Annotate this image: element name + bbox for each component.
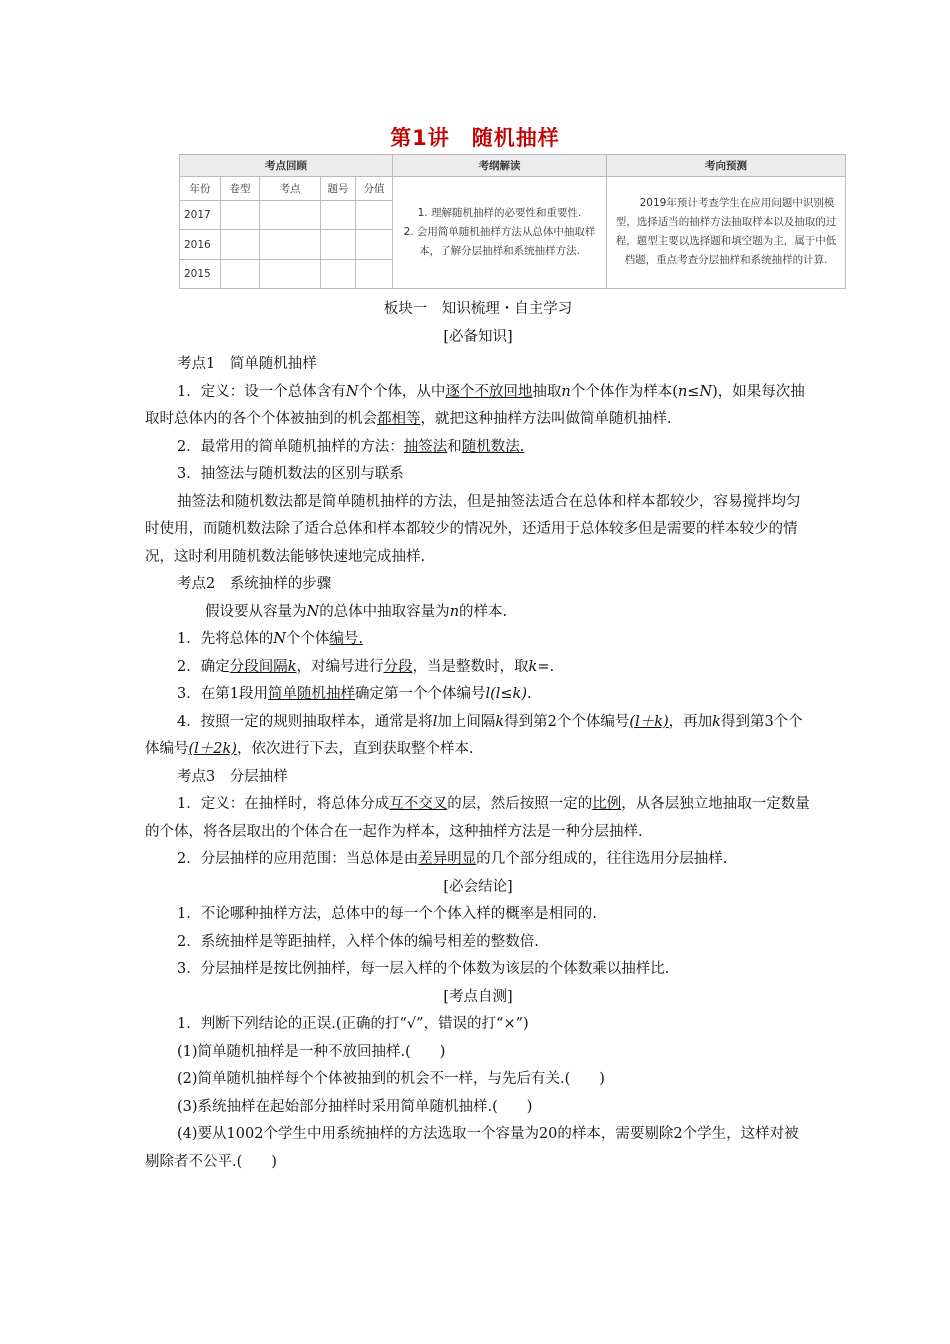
kp2-step3: 3．在第1段用简单随机抽样确定第一个个体编号l(l≤k).: [177, 686, 532, 702]
conclusion-item: 2．系统抽样是等距抽样，入样个体的编号相差的整数倍.: [177, 933, 539, 950]
outline-text: 1. 理解随机抽样的必要性和重要性. 2. 会用简单随机抽样方法从总体中抽取样本，了解分层抽样和系统抽样方法.: [393, 176, 607, 288]
kp1-explanation: 抽签法和随机数法都是简单随机抽样的方法，但是抽签法适合在总体和样本都较少，容易搅拌均匀时使用，而随机数法除了适合总体和样本都较少的情况外，还适用于总体较多但是需要的样本较少的情况，这时利用随机数法能够快速地完成抽样.: [145, 493, 801, 565]
overview-table: [179, 154, 846, 289]
conclusion-item: 1．不论哪种抽样方法，总体中的每一个个体入样的概率是相同的.: [177, 906, 597, 922]
kp3-definition: 1．定义：在抽样时，将总体分成互不交叉的层，然后按照一定的比例，从各层独立地抽取一定数量的个体，将各层取出的个体合在一起作为样本，这种抽样方法是一种分层抽样.: [145, 796, 810, 840]
subheading-conclusions: [必会结论]: [443, 878, 513, 895]
sub-header-paper: 卷型: [221, 176, 260, 200]
question-item: (1)简单随机抽样是一种不放回抽样.( ): [177, 1043, 446, 1060]
subheading-selftest: [考点自测]: [443, 988, 513, 1005]
kp2-step2: 2．确定分段间隔k，对编号进行分段，当是整数时，取k=.: [177, 658, 555, 675]
sub-header-year: 年份: [180, 176, 221, 200]
sub-header-point: 考点: [260, 176, 321, 200]
content: [145, 296, 811, 1176]
kp1-difference: 3．抽签法与随机数法的区别与联系: [177, 466, 404, 482]
header-review: 考点回顾: [180, 155, 393, 177]
forecast-text: 2019年预计考查学生在应用问题中识别模型，选择适当的抽样方法抽取样本以及抽取的过程，题型主要以选择题和填空题为主，属于中低档题，重点考查分层抽样和系统抽样的计算.: [607, 176, 846, 288]
subheading-knowledge: [必备知识]: [443, 328, 513, 345]
kp1-definition: 1．定义：设一个总体含有N个个体，从中逐个不放回地抽取n个个体作为样本(n≤N)，如果每次抽取时总体内的各个个体被抽到的机会都相等，就把这种抽样方法叫做简单随机抽样.: [145, 383, 805, 427]
conclusion-item: 3．分层抽样是按比例抽样，每一层入样的个体数为该层的个体数乘以抽样比.: [177, 961, 670, 977]
question-item: (3)系统抽样在起始部分抽样时采用简单随机抽样.( ): [177, 1098, 533, 1115]
year-cell: 2016: [180, 230, 221, 259]
year-cell: 2017: [180, 201, 221, 230]
section-heading: 板块一 知识梳理・自主学习: [383, 301, 573, 317]
page-title: 第1讲 随机抽样: [390, 126, 560, 150]
kp3-scope: 2．分层抽样的应用范围：当总体是由差异明显的几个部分组成的，往往选用分层抽样.: [177, 851, 728, 867]
header-outline: 考纲解读: [393, 155, 607, 177]
header-forecast: 考向预测: [607, 155, 846, 177]
kp3-title: 考点3 分层抽样: [177, 768, 288, 785]
sub-header-number: 题号: [321, 176, 356, 200]
kp1-methods: 2．最常用的简单随机抽样的方法：抽签法和随机数法.: [177, 438, 525, 455]
kp1-title: 考点1 简单随机抽样: [177, 356, 317, 372]
kp2-title: 考点2 系统抽样的步骤: [177, 576, 332, 592]
kp2-intro: 假设要从容量为N的总体中抽取容量为n的样本.: [205, 603, 508, 620]
question-item: (2)简单随机抽样每个个体被抽到的机会不一样，与先后有关.( ): [177, 1071, 605, 1087]
year-cell: 2015: [180, 259, 221, 288]
sub-header-score: 分值: [356, 176, 393, 200]
question-item: (4)要从1002个学生中用系统抽样的方法选取一个容量为20的样本，需要剔除2个学生，这样对被剔除者不公平.( ): [145, 1126, 799, 1170]
question-intro: 1．判断下列结论的正误.(正确的打“√”，错误的打“×”): [177, 1016, 529, 1032]
kp2-step4: 4．按照一定的规则抽取样本，通常是将l加上间隔k得到第2个个体编号(l＋k)，再加k得到第3个个体编号(l＋2k)，依次进行下去，直到获取整个样本.: [145, 713, 803, 757]
kp2-step1: 1．先将总体的N个个体编号.: [177, 631, 364, 647]
